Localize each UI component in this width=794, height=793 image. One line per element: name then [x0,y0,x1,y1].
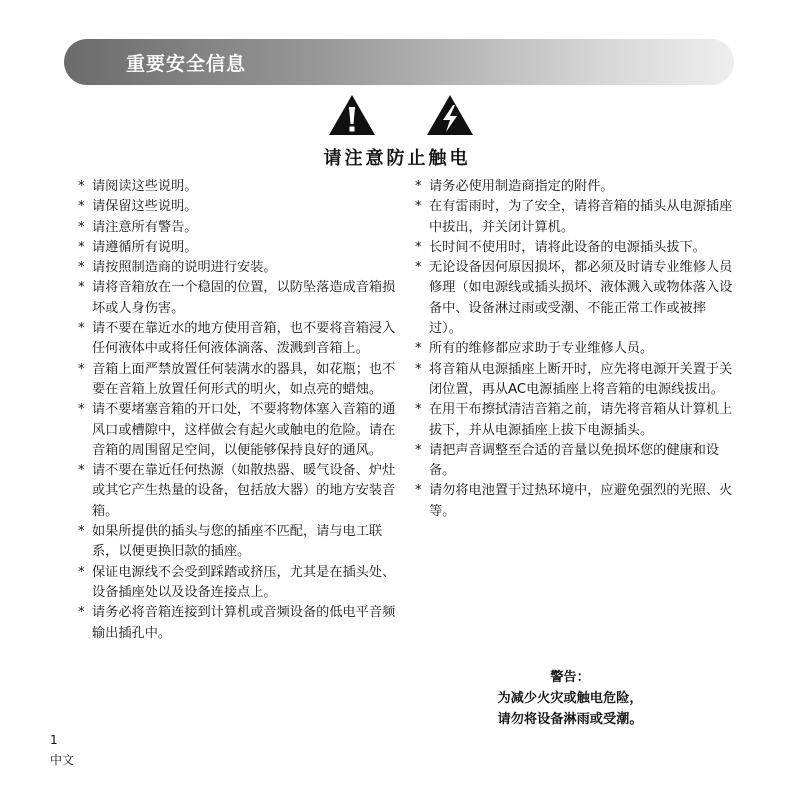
warning-notice [420,667,720,730]
page-number: 1 [50,733,58,747]
list-item: * 将音箱从电源插座上断开时，应先将电源开关置于关闭位置，再从AC电源插座上将音箱的电源线拔出。 [415,361,733,397]
lightning-triangle-icon [425,93,475,137]
list-item: * 如果所提供的插头与您的插座不匹配，请与电工联系，以便更换旧款的插座。 [78,524,383,560]
notice-line-1: 为减少火灾或触电危险， [497,691,643,706]
list-item: * 在有雷雨时，为了安全，请将音箱的插头从电源插座中拔出，并关闭计算机。 [415,199,733,235]
list-item: * 无论设备因何原因损坏，都必须及时请专业维修人员修理（如电源线或插头损坏、液体溅入或物体落入设备中、设备淋过雨或受潮、不能正常工作或被摔过）。 [415,260,733,337]
list-item: * 音箱上面严禁放置任何装满水的器具，如花瓶；也不要在音箱上放置任何形式的明火，如点亮的蜡烛。 [78,361,396,397]
exclamation-triangle-icon [327,93,377,137]
header-bar [64,39,734,85]
warning-icons [327,93,477,137]
left-column [78,177,400,644]
notice-title: 警告： [550,670,590,685]
list-item: * 保证电源线不会受到踩踏或挤压，尤其是在插头处、设备插座处以及设备连接点上。 [78,564,396,600]
list-item: * 请务必将音箱连接到计算机或音频设备的低电平音频输出插孔中。 [78,605,396,641]
list-item: * 所有的维修都应求助于专业维修人员。 [415,341,654,357]
list-item: * 请按照制造商的说明进行安装。 [78,260,277,276]
list-item: * 请务必使用制造商指定的附件。 [415,179,614,194]
list-item: * 请遵循所有说明。 [78,239,198,255]
warning-title: 请注意防止触电 [323,148,471,169]
list-item: * 请不要堵塞音箱的开口处，不要将物体塞入音箱的通风口或槽隙中，这样做会有起火或触电的危险。请在音箱的周围留足空间，以便能够保持良好的通风。 [78,402,396,458]
list-item: * 请注意所有警告。 [78,219,198,235]
list-item: * 请不要在靠近水的地方使用音箱，也不要将音箱浸入任何液体中或将任何液体滴落、泼溅到音箱上。 [78,321,396,357]
notice-line-2: 请勿将设备淋雨或受潮。 [497,712,643,727]
list-item: * 在用干布擦拭清洁音箱之前，请先将音箱从计算机上拔下，并从电源插座上拔下电源插头。 [415,402,733,438]
list-item: * 请保留这些说明。 [78,199,198,215]
page-title: 重要安全信息 [126,53,247,75]
list-item: * 请将音箱放在一个稳固的位置，以防坠落造成音箱损坏或人身伤害。 [78,280,396,316]
list-item: * 请把声音调整至合适的音量以免损坏您的健康和设备。 [415,442,720,479]
page-language: 中文 [50,753,75,767]
list-item: * 长时间不使用时，请将此设备的电源插头拔下。 [415,239,706,255]
list-item: * 请不要在靠近任何热源（如散热器、暖气设备、炉灶或其它产生热量的设备，包括放大器）的地方安装音箱。 [78,463,396,519]
list-item: * 请阅读这些说明。 [78,179,198,194]
list-item: * 请勿将电池置于过热环境中，应避免强烈的光照、火等。 [415,483,733,519]
right-column [415,177,737,522]
